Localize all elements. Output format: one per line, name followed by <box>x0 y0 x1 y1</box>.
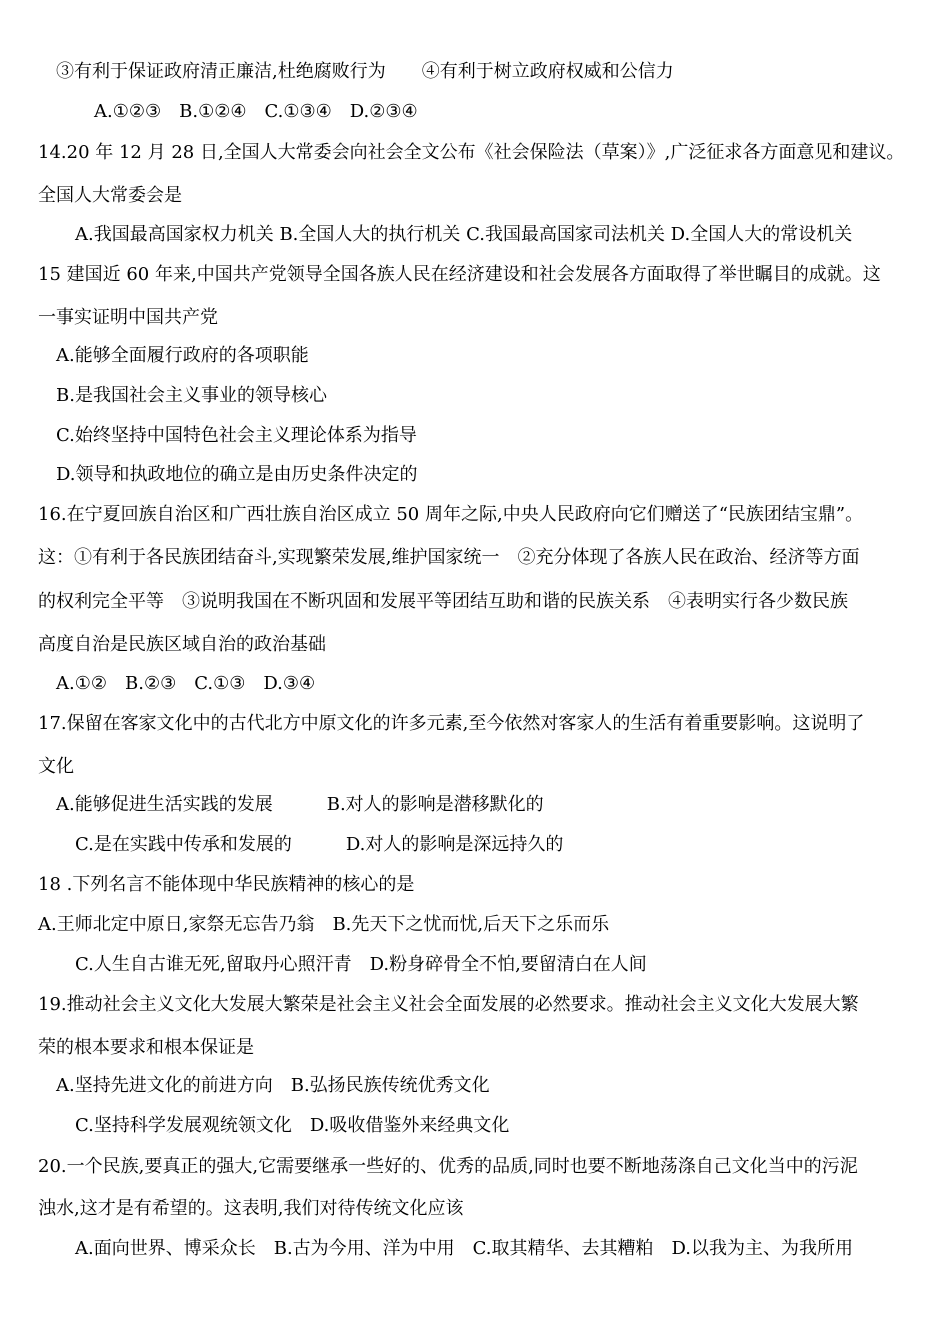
q16-stem-line4: 高度自治是民族区域自治的政治基础 <box>38 634 326 655</box>
q19-choices-ab: A.坚持先进文化的前进方向 B.弘扬民族传统优秀文化 <box>56 1075 490 1096</box>
q20-stem-line1: 20.一个民族,要真正的强大,它需要继承一些好的、优秀的品质,同时也要不断地荡涤自己文化当中的污泥 <box>38 1156 858 1177</box>
q16-stem-line3: 的权利完全平等 ③说明我国在不断巩固和发展平等团结互助和谐的民族关系 ④表明实行各少数民族 <box>38 591 848 612</box>
q15-stem-line1: 15 建国近 60 年来,中国共产党领导全国各族人民在经济建设和社会发展各方面取得了举世瞩目的成就。这 <box>38 264 881 285</box>
q17-stem-line1: 17.保留在客家文化中的古代北方中原文化的许多元素,至今依然对客家人的生活有着重要影响。这说明了 <box>38 713 865 734</box>
q19-stem-line2: 荣的根本要求和根本保证是 <box>38 1037 254 1058</box>
q18-choices-cd: C.人生自古谁无死,留取丹心照汗青 D.粉身碎骨全不怕,要留清白在人间 <box>75 954 647 975</box>
q15-stem-line2: 一事实证明中国共产党 <box>38 307 218 328</box>
q16-stem-line2: 这：①有利于各民族团结奋斗,实现繁荣发展,维护国家统一 ②充分体现了各族人民在政治、经济等方面 <box>38 547 860 568</box>
q16-choices: A.①② B.②③ C.①③ D.③④ <box>56 673 316 694</box>
q17-choices-ab: A.能够促进生活实践的发展 B.对人的影响是潜移默化的 <box>56 794 544 815</box>
q15-choice-d: D.领导和执政地位的确立是由历史条件决定的 <box>56 464 418 485</box>
q14-stem-line1: 14.20 年 12 月 28 日,全国人大常委会向社会全文公布《社会保险法（草案）》,广泛征求各方面意见和建议。 <box>38 142 905 163</box>
q13-choices: A.①②③ B.①②④ C.①③④ D.②③④ <box>94 101 418 122</box>
q18-choices-ab: A.王师北定中原日,家祭无忘告乃翁 B.先天下之忧而忧,后天下之乐而乐 <box>38 914 610 935</box>
q15-choice-b: B.是我国社会主义事业的领导核心 <box>56 385 327 406</box>
q19-choices-cd: C.坚持科学发展观统领文化 D.吸收借鉴外来经典文化 <box>75 1115 510 1136</box>
q16-stem-line1: 16.在宁夏回族自治区和广西壮族自治区成立 50 周年之际,中央人民政府向它们赠送了“民族团结宝鼎”。 <box>38 504 864 525</box>
q20-choices: A.面向世界、博采众长 B.古为今用、洋为中用 C.取其精华、去其糟粕 D.以我为主、为我所用 <box>75 1238 854 1259</box>
q17-choices-cd: C.是在实践中传承和发展的 D.对人的影响是深远持久的 <box>75 834 564 855</box>
q18-stem: 18 .下列名言不能体现中华民族精神的核心的是 <box>38 874 415 895</box>
q20-stem-line2: 浊水,这才是有希望的。这表明,我们对待传统文化应该 <box>38 1198 464 1219</box>
q15-choice-c: C.始终坚持中国特色社会主义理论体系为指导 <box>56 425 417 446</box>
q14-choices: A.我国最高国家权力机关 B.全国人大的执行机关 C.我国最高国家司法机关 D.全国人大的常设机关 <box>75 224 853 245</box>
q14-stem-line2: 全国人大常委会是 <box>38 185 182 206</box>
q17-stem-line2: 文化 <box>38 756 74 777</box>
q15-choice-a: A.能够全面履行政府的各项职能 <box>56 345 309 366</box>
q13-options-line: ③有利于保证政府清正廉洁,杜绝腐败行为 ④有利于树立政府权威和公信力 <box>56 61 674 82</box>
q19-stem-line1: 19.推动社会主义文化大发展大繁荣是社会主义社会全面发展的必然要求。推动社会主义文化大发展大繁 <box>38 994 859 1015</box>
